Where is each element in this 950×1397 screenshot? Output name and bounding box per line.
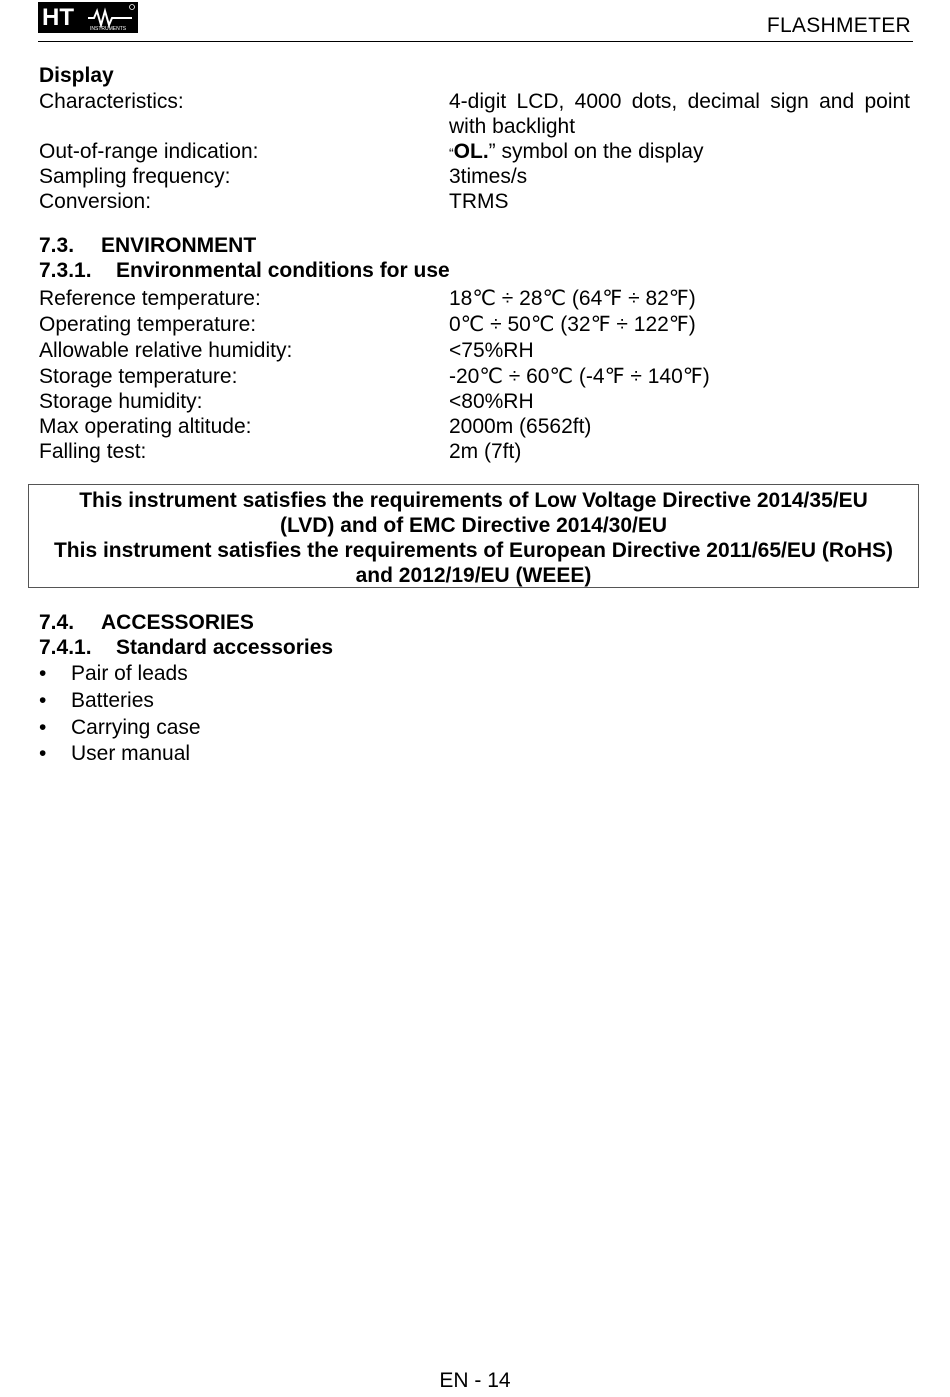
list-item	[39, 742, 190, 766]
list-item	[39, 662, 188, 686]
list-item-label: User manual	[71, 742, 191, 765]
section-number: 7.3.	[39, 234, 75, 257]
spec-label: Allowable relative humidity:	[39, 339, 293, 362]
spec-label: Storage temperature:	[39, 365, 238, 388]
spec-label: Characteristics:	[39, 90, 184, 113]
value-suffix: ” symbol on the display	[488, 140, 704, 163]
logo-text: HT	[42, 4, 74, 31]
subsection-title: Standard accessories	[116, 636, 334, 659]
notice-line: and 2012/19/EU (WEEE)	[355, 564, 592, 587]
notice-line: This instrument satisfies the requirements of European Directive 2011/65/EU (RoHS)	[53, 539, 894, 562]
list-item	[39, 689, 154, 713]
page-number: EN - 14	[439, 1369, 511, 1392]
environment-heading	[39, 234, 256, 258]
spec-value: 3times/s	[449, 165, 528, 188]
spec-value: TRMS	[449, 190, 509, 213]
subsection-number: 7.3.1.	[39, 259, 92, 282]
list-item-label: Carrying case	[71, 716, 201, 739]
spec-label: Out-of-range indication:	[39, 140, 259, 163]
list-item-label: Pair of leads	[71, 662, 188, 685]
notice-line: This instrument satisfies the requirements of Low Voltage Directive 2014/35/EU	[79, 489, 868, 512]
list-item	[39, 716, 201, 740]
bullet-icon: •	[39, 716, 47, 739]
spec-label: Reference temperature:	[39, 287, 261, 310]
spec-value: <75%RH	[449, 339, 534, 362]
spec-label: Conversion:	[39, 190, 152, 213]
spec-value: 18℃ ÷ 28℃ (64℉ ÷ 82℉)	[449, 287, 696, 310]
compliance-notice-box	[28, 484, 919, 588]
spec-label: Falling test:	[39, 440, 147, 463]
accessories-heading	[39, 611, 254, 635]
ht-instruments-logo	[38, 2, 138, 33]
document-title: FLASHMETER	[766, 14, 911, 37]
logo-subtext: INSTRUMENTS	[90, 26, 127, 32]
notice-line: (LVD) and of EMC Directive 2014/30/EU	[279, 514, 668, 537]
spec-label: Storage humidity:	[39, 390, 203, 413]
page-header	[38, 0, 913, 42]
spec-label: Max operating altitude:	[39, 415, 252, 438]
section-title: ENVIRONMENT	[101, 234, 257, 257]
section-number: 7.4.	[39, 611, 75, 634]
subsection-number: 7.4.1.	[39, 636, 92, 659]
environment-subheading	[39, 259, 450, 283]
ol-symbol: OL.	[453, 140, 489, 163]
display-heading: Display	[39, 64, 114, 87]
list-item-label: Batteries	[71, 689, 154, 712]
spec-value: 2000m (6562ft)	[449, 415, 592, 438]
spec-value: <80%RH	[449, 390, 534, 413]
bullet-icon: •	[39, 689, 47, 712]
spec-value: 0℃ ÷ 50℃ (32℉ ÷ 122℉)	[449, 313, 696, 336]
accessories-subheading	[39, 636, 333, 660]
spec-label: Operating temperature:	[39, 313, 257, 336]
spec-value: -20℃ ÷ 60℃ (-4℉ ÷ 140℉)	[449, 365, 710, 388]
bullet-icon: •	[39, 742, 47, 765]
spec-label: Sampling frequency:	[39, 165, 231, 188]
spec-value: 4-digit LCD, 4000 dots, decimal sign and point with backlight	[449, 90, 910, 138]
bullet-icon: •	[39, 662, 47, 685]
spec-value	[449, 139, 910, 166]
spec-value: 2m (7ft)	[449, 440, 522, 463]
subsection-title: Environmental conditions for use	[116, 259, 450, 282]
section-title: ACCESSORIES	[101, 611, 254, 634]
quote-open: “	[449, 145, 454, 161]
